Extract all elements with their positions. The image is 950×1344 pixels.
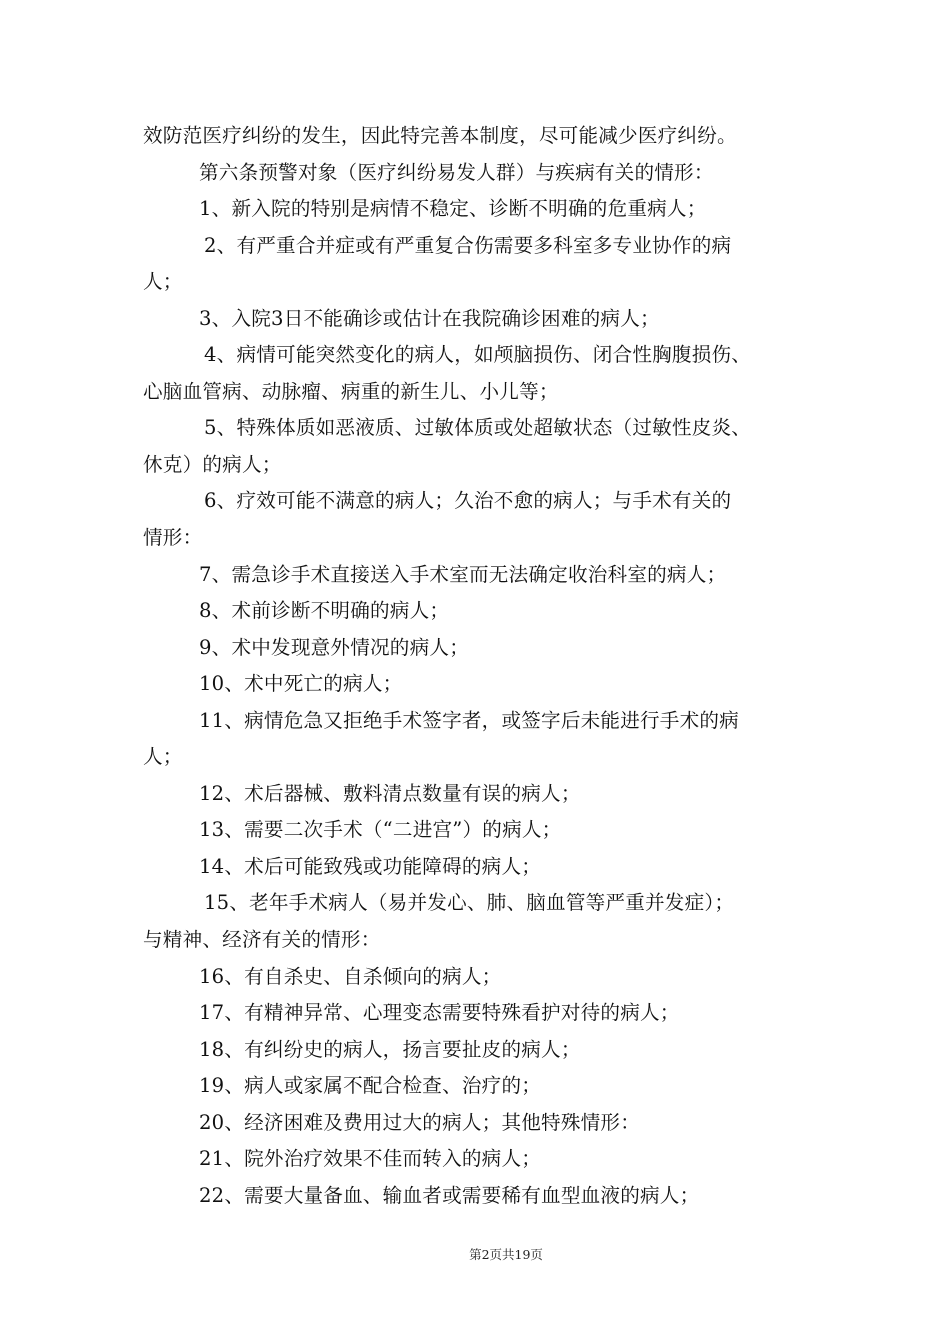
list-item: 5、特殊体质如恶液质、过敏体质或处超敏状态（过敏性皮炎、 [204, 416, 752, 440]
list-item: 14、术后可能致残或功能障碍的病人； [199, 854, 542, 878]
page-number: 第2页共19页 [469, 1247, 543, 1262]
article-heading: 第六条预警对象（医疗纠纷易发人群）与疾病有关的情形： [199, 160, 714, 184]
paragraph-line: 效防范医疗纠纷的发生，因此特完善本制度，尽可能减少医疗纠纷。 [143, 124, 737, 147]
list-item: 9、术中发现意外情况的病人； [199, 635, 469, 659]
list-item: 12、术后器械、敷料清点数量有误的病人； [199, 781, 581, 805]
list-item: 1、新入院的特别是病情不稳定、诊断不明确的危重病人； [199, 197, 707, 221]
list-item: 8、术前诊断不明确的病人； [199, 599, 450, 623]
list-item: 3、入院3日不能确诊或估计在我院确诊困难的病人； [199, 306, 660, 330]
list-item: 11、病情危急又拒绝手术签字者，或签字后未能进行手术的病 [199, 708, 739, 732]
list-item: 20、经济困难及费用过大的病人；其他特殊情形： [199, 1110, 641, 1134]
document-body [143, 118, 823, 1214]
list-item: 13、需要二次手术（“二进宫”）的病人； [199, 818, 562, 842]
list-item-continuation: 与精神、经济有关的情形： [143, 928, 381, 952]
list-item: 17、有精神异常、心理变态需要特殊看护对待的病人； [199, 1001, 680, 1025]
list-item: 22、需要大量备血、输血者或需要稀有血型血液的病人； [199, 1183, 700, 1207]
list-item: 19、病人或家属不配合检查、治疗的； [199, 1074, 542, 1098]
list-item: 18、有纠纷史的病人，扬言要扯皮的病人； [199, 1037, 581, 1061]
list-item: 10、术中死亡的病人； [199, 672, 403, 696]
list-item: 2、有严重合并症或有严重复合伤需要多科室多专业协作的病 [204, 233, 732, 257]
list-item: 6、疗效可能不满意的病人；久治不愈的病人；与手术有关的 [204, 489, 732, 513]
list-item-continuation: 人； [143, 745, 183, 769]
list-item: 7、需急诊手术直接送入手术室而无法确定收治科室的病人； [199, 562, 727, 586]
list-item-continuation: 情形： [143, 526, 203, 550]
list-item: 21、院外治疗效果不佳而转入的病人； [199, 1147, 542, 1171]
list-item-continuation: 人； [143, 270, 183, 294]
list-item: 16、有自杀史、自杀倾向的病人； [199, 964, 502, 988]
page-footer [0, 1247, 950, 1263]
list-item-continuation: 休克）的病人； [143, 452, 282, 476]
list-item: 15、老年手术病人（易并发心、肺、脑血管等严重并发症）； [204, 891, 735, 915]
list-item-continuation: 心脑血管病、动脉瘤、病重的新生儿、小儿等； [143, 379, 559, 403]
list-item: 4、病情可能突然变化的病人，如颅脑损伤、闭合性胸腹损伤、 [204, 343, 752, 367]
